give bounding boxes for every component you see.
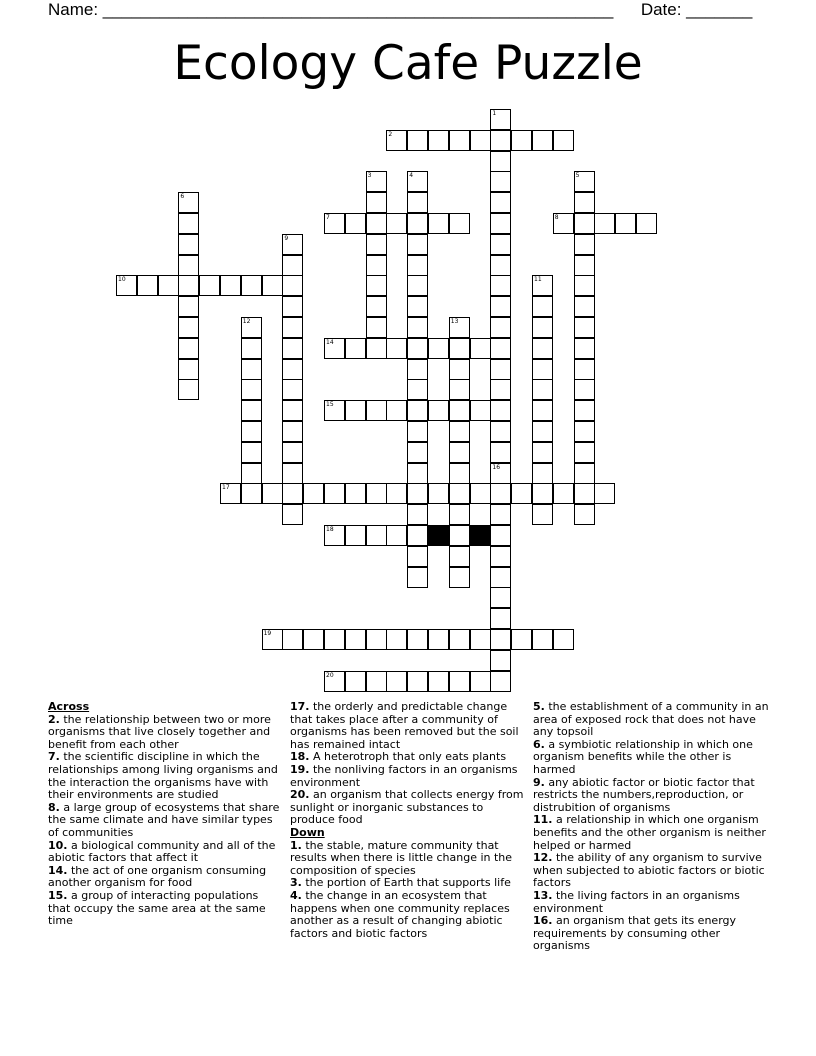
crossword-cell[interactable] (594, 213, 615, 234)
crossword-cell[interactable] (532, 504, 553, 525)
crossword-cell[interactable] (282, 296, 303, 317)
crossword-cell[interactable] (366, 338, 387, 359)
crossword-cell[interactable] (449, 400, 470, 421)
crossword-cell[interactable] (553, 213, 574, 234)
clues-column-3 (533, 701, 769, 953)
clue-number: 7 (326, 214, 330, 221)
crossword-cell[interactable] (490, 608, 511, 629)
crossword-cell[interactable] (366, 171, 387, 192)
crossword-cell[interactable] (574, 504, 595, 525)
crossword-cell[interactable] (553, 629, 574, 650)
clue-item (533, 701, 769, 739)
crossword-cell[interactable] (407, 130, 428, 151)
clue-number: 1 (492, 110, 497, 117)
crossword-cell[interactable] (366, 255, 387, 276)
crossword-cell[interactable] (449, 567, 470, 588)
crossword-cell[interactable] (490, 567, 511, 588)
crossword-cell[interactable] (532, 421, 553, 442)
crossword-cell[interactable] (407, 234, 428, 255)
crossword-cell[interactable] (490, 442, 511, 463)
crossword-cell[interactable] (282, 379, 303, 400)
crossword-cell[interactable] (470, 400, 491, 421)
clue-number-label: 10. (48, 838, 68, 852)
crossword-cell[interactable] (241, 400, 262, 421)
crossword-cell[interactable] (490, 629, 511, 650)
crossword-cell[interactable] (490, 546, 511, 567)
crossword-cell[interactable] (282, 255, 303, 276)
crossword-cell[interactable] (407, 213, 428, 234)
clue-text: a large group of ecosystems that share the same climate and have similar types of communities (48, 800, 280, 839)
crossword-cell[interactable] (178, 359, 199, 380)
clue-item (533, 852, 769, 890)
crossword-cell[interactable] (366, 525, 387, 546)
crossword-cell[interactable] (532, 296, 553, 317)
crossword-cell[interactable] (532, 379, 553, 400)
clue-item (48, 751, 284, 801)
crossword-cell[interactable] (428, 338, 449, 359)
crossword-cell[interactable] (574, 379, 595, 400)
crossword-cell[interactable] (449, 671, 470, 692)
crossword-cell[interactable] (470, 629, 491, 650)
crossword-cell[interactable] (574, 317, 595, 338)
clue-number: 19 (263, 630, 272, 637)
crossword-cell[interactable] (407, 671, 428, 692)
clue-number: 14 (326, 338, 334, 346)
crossword-cell[interactable] (470, 338, 491, 359)
crossword-cell[interactable] (490, 650, 511, 671)
crossword-cell[interactable] (262, 629, 283, 650)
crossword-cell[interactable] (282, 317, 303, 338)
crossword-cell[interactable] (449, 359, 470, 380)
clue-text: a biological community and all of the abiotic factors that affect it (48, 838, 276, 865)
clue-number: 2 (388, 130, 393, 138)
clue-text: an organism that collects energy from sunlight or inorganic substances to produce food (290, 788, 524, 827)
crossword-cell[interactable] (324, 671, 345, 692)
clue-number-label: 16. (533, 914, 553, 928)
crossword-cell[interactable] (428, 400, 449, 421)
clue-number-label: 9. (533, 775, 545, 789)
crossword-cell[interactable] (449, 504, 470, 525)
crossword-cell[interactable] (407, 192, 428, 213)
clue-item (290, 764, 526, 789)
down-clue-list-continued (533, 701, 769, 953)
crossword-cell[interactable] (574, 483, 595, 504)
clue-item (290, 840, 526, 878)
crossword-cell[interactable] (553, 130, 574, 151)
crossword-cell[interactable] (282, 400, 303, 421)
clue-number: 12 (242, 318, 251, 325)
date-field-label[interactable]: Date: _______ (640, 0, 753, 19)
clue-number-label: 3. (290, 876, 302, 890)
crossword-cell[interactable] (428, 671, 449, 692)
crossword-cell[interactable] (449, 421, 470, 442)
crossword-cell[interactable] (366, 629, 387, 650)
crossword-cell[interactable] (345, 629, 366, 650)
crossword-cell[interactable] (241, 442, 262, 463)
crossword-cell[interactable] (282, 275, 303, 296)
crossword-cell[interactable] (158, 275, 179, 296)
clue-number-label: 1. (290, 838, 302, 852)
crossword-cell[interactable] (490, 151, 511, 172)
crossword-cell[interactable] (241, 317, 262, 338)
clue-text: the ability of any organism to survive when subjected to abiotic factors or biotic factors (533, 851, 765, 890)
crossword-cell[interactable] (178, 255, 199, 276)
crossword-cell[interactable] (366, 317, 387, 338)
clue-text: any abiotic factor or biotic factor that restricts the numbers,reproduction, or distrubition of organisms (533, 775, 755, 814)
crossword-cell[interactable] (303, 483, 324, 504)
clue-text: the scientific discipline in which the relationships among living organisms and the interaction the organisms have with their environments are studied (48, 750, 278, 802)
crossword-cell[interactable] (324, 483, 345, 504)
crossword-cell[interactable] (574, 296, 595, 317)
clue-text: a symbiotic relationship in which one organism benefits while the other is harmed (533, 737, 753, 776)
crossword-cell[interactable] (386, 338, 407, 359)
crossword-cell[interactable] (324, 629, 345, 650)
crossword-cell[interactable] (324, 400, 345, 421)
clues-column-1 (48, 701, 284, 928)
crossword-cell[interactable] (490, 109, 511, 130)
crossword-cell[interactable] (449, 213, 470, 234)
crossword-cell[interactable] (282, 359, 303, 380)
crossword-cell[interactable] (324, 525, 345, 546)
clue-number: 11 (534, 276, 542, 284)
crossword-cell[interactable] (282, 421, 303, 442)
crossword-cell[interactable] (490, 317, 511, 338)
crossword-cell[interactable] (345, 671, 366, 692)
crossword-cell[interactable] (345, 483, 366, 504)
crossword-cell[interactable] (407, 546, 428, 567)
crossword-cell[interactable] (407, 359, 428, 380)
crossword-cell[interactable] (199, 275, 220, 296)
crossword-cell[interactable] (282, 629, 303, 650)
crossword-cell[interactable] (366, 213, 387, 234)
clue-number: 10 (118, 276, 126, 284)
clue-number: 17 (222, 484, 230, 492)
crossword-cell[interactable] (345, 213, 366, 234)
crossword-cell[interactable] (553, 483, 574, 504)
black-square (470, 525, 491, 546)
clue-text: an organism that gets its energy requirements by consuming other organisms (533, 914, 737, 953)
crossword-cell[interactable] (428, 213, 449, 234)
clue-text: the orderly and predictable change that takes place after a community of organisms has been removed but the soil has remained intact (290, 700, 519, 751)
crossword-cell[interactable] (532, 275, 553, 296)
crossword-cell[interactable] (449, 442, 470, 463)
crossword-cell[interactable] (345, 525, 366, 546)
crossword-cell[interactable] (366, 296, 387, 317)
crossword-cell[interactable] (574, 359, 595, 380)
crossword-cell[interactable] (490, 338, 511, 359)
crossword-cell[interactable] (386, 213, 407, 234)
clue-item (533, 777, 769, 815)
crossword-cell[interactable] (490, 130, 511, 151)
crossword-cell[interactable] (282, 504, 303, 525)
crossword-cell[interactable] (490, 504, 511, 525)
crossword-cell[interactable] (449, 130, 470, 151)
clue-item (533, 915, 769, 953)
clue-item (48, 840, 284, 865)
crossword-cell[interactable] (220, 275, 241, 296)
crossword-cell[interactable] (490, 463, 511, 484)
clue-number: 16 (492, 463, 501, 471)
crossword-cell[interactable] (241, 275, 262, 296)
clue-text: the living factors in an organisms environment (533, 888, 740, 915)
crossword-cell[interactable] (345, 400, 366, 421)
crossword-cell[interactable] (366, 234, 387, 255)
crossword-cell[interactable] (449, 525, 470, 546)
crossword-cell[interactable] (282, 234, 303, 255)
crossword-cell[interactable] (366, 483, 387, 504)
clue-number: 9 (284, 234, 289, 242)
crossword-cell[interactable] (366, 671, 387, 692)
clue-number-label: 20. (290, 788, 310, 802)
page-title: Ecology Cafe Puzzle (173, 36, 643, 91)
crossword-cell[interactable] (490, 255, 511, 276)
crossword-cell[interactable] (262, 275, 283, 296)
clue-number: 18 (326, 526, 334, 533)
crossword-cell[interactable] (532, 400, 553, 421)
clue-item (533, 890, 769, 915)
crossword-cell[interactable] (532, 359, 553, 380)
crossword-cell[interactable] (282, 442, 303, 463)
crossword-cell[interactable] (407, 442, 428, 463)
crossword-cell[interactable] (386, 130, 407, 151)
crossword-cell[interactable] (428, 483, 449, 504)
crossword-cell[interactable] (262, 483, 283, 504)
crossword-cell[interactable] (345, 338, 366, 359)
crossword-cell[interactable] (178, 275, 199, 296)
crossword-cell[interactable] (407, 525, 428, 546)
crossword-cell[interactable] (532, 629, 553, 650)
crossword-cell[interactable] (116, 275, 137, 296)
crossword-cell[interactable] (490, 234, 511, 255)
clue-number: 3 (367, 172, 372, 180)
crossword-cell[interactable] (470, 483, 491, 504)
crossword-cell[interactable] (449, 629, 470, 650)
across-clue-list (48, 714, 284, 928)
crossword-cell[interactable] (449, 317, 470, 338)
clue-number: 15 (326, 401, 334, 409)
clue-number-label: 8. (48, 800, 60, 814)
clue-item (48, 714, 284, 752)
clue-text: the establishment of a community in an area of exposed rock that does not have any topsoil (533, 700, 769, 739)
down-heading: Down (290, 825, 325, 839)
crossword-cell[interactable] (470, 130, 491, 151)
crossword-cell[interactable] (407, 255, 428, 276)
crossword-cell[interactable] (470, 671, 491, 692)
crossword-cell[interactable] (490, 275, 511, 296)
crossword-cell[interactable] (324, 338, 345, 359)
clue-item (48, 890, 284, 928)
clue-number-label: 5. (533, 700, 545, 713)
crossword-cell[interactable] (574, 275, 595, 296)
crossword-cell[interactable] (574, 400, 595, 421)
crossword-cell[interactable] (366, 275, 387, 296)
crossword-cell[interactable] (407, 421, 428, 442)
crossword-cell[interactable] (282, 483, 303, 504)
clue-text: the change in an ecosystem that happens when one community replaces another as a result of changing abiotic factors and biotic factors (290, 888, 510, 940)
crossword-cell[interactable] (574, 171, 595, 192)
crossword-cell[interactable] (178, 379, 199, 400)
clue-item (533, 739, 769, 777)
crossword-cell[interactable] (490, 296, 511, 317)
crossword-cell[interactable] (407, 567, 428, 588)
crossword-cell[interactable] (324, 213, 345, 234)
crossword-cell[interactable] (490, 213, 511, 234)
name-field-label[interactable]: Name: ______________________________________________________ (48, 0, 614, 19)
clue-number-label: 4. (290, 888, 302, 902)
crossword-cell[interactable] (490, 671, 511, 692)
clue-number: 20 (326, 671, 334, 679)
crossword-cell[interactable] (574, 255, 595, 276)
crossword-cell[interactable] (532, 442, 553, 463)
crossword-cell[interactable] (636, 213, 657, 234)
clue-text: a group of interacting populations that occupy the same area at the same time (48, 888, 266, 928)
crossword-cell[interactable] (407, 171, 428, 192)
crossword-cell[interactable] (574, 338, 595, 359)
crossword-cell[interactable] (241, 379, 262, 400)
crossword-cell[interactable] (178, 338, 199, 359)
crossword-cell[interactable] (178, 317, 199, 338)
crossword-cell[interactable] (532, 130, 553, 151)
crossword-cell[interactable] (241, 338, 262, 359)
crossword-cell[interactable] (449, 546, 470, 567)
crossword-cell[interactable] (574, 234, 595, 255)
clue-item (290, 890, 526, 940)
crossword-cell[interactable] (532, 317, 553, 338)
clue-number: 6 (180, 193, 185, 201)
crossword-cell[interactable] (490, 171, 511, 192)
crossword-cell[interactable] (574, 192, 595, 213)
crossword-cell[interactable] (490, 587, 511, 608)
crossword-cell[interactable] (490, 192, 511, 213)
crossword-cell[interactable] (407, 400, 428, 421)
crossword-cell[interactable] (407, 338, 428, 359)
clue-number-label: 12. (533, 851, 553, 865)
crossword-cell[interactable] (220, 483, 241, 504)
across-heading: Across (48, 700, 90, 713)
clue-text: the portion of Earth that supports life (301, 876, 511, 890)
crossword-cell[interactable] (386, 483, 407, 504)
clue-number: 4 (409, 172, 414, 180)
crossword-cell[interactable] (407, 483, 428, 504)
clue-text: the relationship between two or more organisms that live closely together and benefit from each other (48, 712, 271, 751)
crossword-cell[interactable] (490, 525, 511, 546)
clue-number-label: 19. (290, 762, 310, 776)
crossword-cell[interactable] (407, 504, 428, 525)
clue-number-label: 7. (48, 750, 60, 764)
crossword-cell[interactable] (366, 400, 387, 421)
clue-number-label: 2. (48, 712, 60, 726)
clue-number-label: 13. (533, 888, 553, 902)
clue-item (48, 865, 284, 890)
crossword-cell[interactable] (407, 296, 428, 317)
crossword-cell[interactable] (366, 192, 387, 213)
clue-item (533, 814, 769, 852)
crossword-cell[interactable] (511, 629, 532, 650)
crossword-cell[interactable] (449, 379, 470, 400)
crossword-cell[interactable] (241, 421, 262, 442)
crossword-cell[interactable] (178, 213, 199, 234)
crossword-cell[interactable] (386, 629, 407, 650)
clue-item (48, 802, 284, 840)
crossword-cell[interactable] (574, 421, 595, 442)
across-clue-list-continued (290, 701, 526, 827)
crossword-cell[interactable] (241, 483, 262, 504)
clue-number-label: 14. (48, 863, 68, 877)
clues-column-2 (290, 701, 526, 940)
clue-number-label: 6. (533, 737, 545, 751)
crossword-cell[interactable] (386, 400, 407, 421)
crossword-cell[interactable] (574, 213, 595, 234)
clue-text: A heterotroph that only eats plants (309, 750, 507, 764)
clue-number: 13 (450, 318, 459, 325)
crossword-cell[interactable] (386, 525, 407, 546)
crossword-cell[interactable] (449, 338, 470, 359)
clue-number-label: 15. (48, 888, 68, 902)
clue-text: a relationship in which one organism benefits and the other organism is neither helped or harmed (533, 813, 766, 852)
crossword-cell[interactable] (574, 442, 595, 463)
crossword-cell[interactable] (407, 275, 428, 296)
down-clue-list (290, 840, 526, 941)
crossword-cell[interactable] (428, 629, 449, 650)
crossword-cell[interactable] (532, 463, 553, 484)
crossword-cell[interactable] (615, 213, 636, 234)
clue-number: 8 (554, 214, 559, 221)
clue-number-label: 18. (290, 750, 310, 764)
crossword-cell[interactable] (386, 671, 407, 692)
clue-number-label: 11. (533, 813, 553, 827)
crossword-cell[interactable] (490, 400, 511, 421)
crossword-cell[interactable] (241, 359, 262, 380)
crossword-cell[interactable] (407, 629, 428, 650)
crossword-cell[interactable] (407, 317, 428, 338)
crossword-cell[interactable] (178, 234, 199, 255)
crossword-cell[interactable] (511, 483, 532, 504)
crossword-cell[interactable] (407, 463, 428, 484)
crossword-cell[interactable] (178, 296, 199, 317)
crossword-cell[interactable] (490, 359, 511, 380)
crossword-cell[interactable] (282, 338, 303, 359)
crossword-cell[interactable] (490, 483, 511, 504)
crossword-cell[interactable] (574, 463, 595, 484)
crossword-cell[interactable] (490, 379, 511, 400)
clue-number: 5 (575, 172, 580, 180)
black-square (428, 525, 449, 546)
crossword-cell[interactable] (303, 629, 324, 650)
crossword-cell[interactable] (407, 379, 428, 400)
crossword-cell[interactable] (490, 421, 511, 442)
crossword-cell[interactable] (178, 192, 199, 213)
crossword-cell[interactable] (511, 130, 532, 151)
crossword-cell[interactable] (428, 130, 449, 151)
clue-number-label: 17. (290, 700, 310, 713)
crossword-cell[interactable] (137, 275, 158, 296)
crossword-cell[interactable] (282, 463, 303, 484)
crossword-cell[interactable] (532, 483, 553, 504)
clue-item (290, 789, 526, 827)
crossword-cell[interactable] (241, 463, 262, 484)
clue-text: the nonliving factors in an organisms environment (290, 762, 518, 789)
crossword-cell[interactable] (594, 483, 615, 504)
crossword-cell[interactable] (449, 483, 470, 504)
clue-text: the stable, mature community that results when there is little change in the composition of species (290, 838, 513, 877)
clue-item (290, 701, 526, 751)
crossword-cell[interactable] (449, 463, 470, 484)
clue-text: the act of one organism consuming another organism for food (48, 863, 267, 890)
crossword-cell[interactable] (532, 338, 553, 359)
